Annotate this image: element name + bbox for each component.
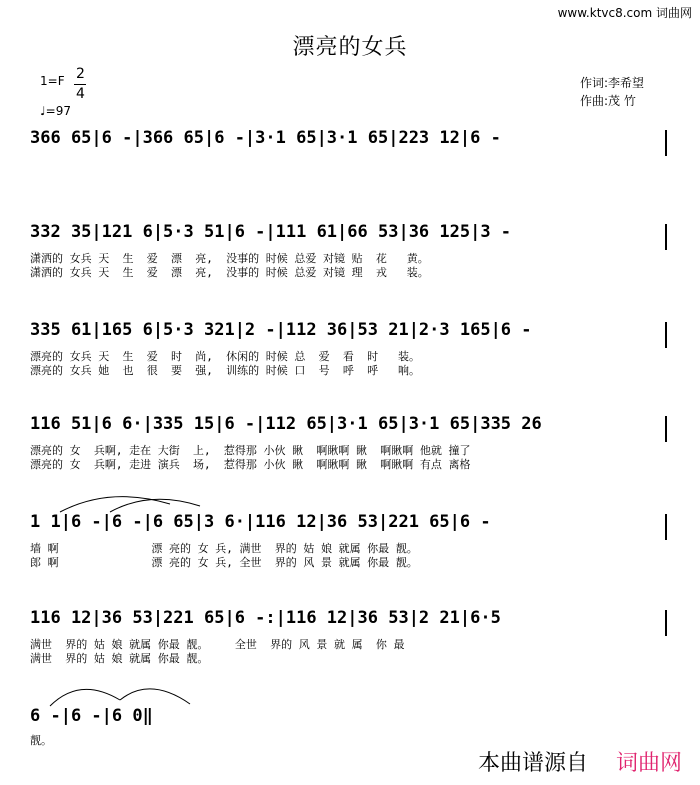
score-system-2 — [0, 222, 700, 282]
lyric-verse-1: 漂亮的 女 兵啊, 走在 大街 上, 惹得那 小伙 瞅 啊瞅啊 瞅 啊瞅啊 他就 撞了 — [30, 444, 471, 457]
page-title: 漂亮的女兵 — [292, 35, 408, 60]
notation-line: 1 1|6 -|6 -|6 65|3 6·|116 12|36 53|221 65|6 - — [30, 512, 491, 532]
key-signature: 1=F — [40, 74, 65, 88]
notation-line: 116 51|6 6·|335 15|6 -|112 65|3·1 65|3·1 65|335 26 — [30, 414, 542, 434]
lyric-verse-1: 漂亮的 女兵 天 生 爱 时 尚, 休闲的 时候 总 爱 看 时 装。 — [30, 350, 420, 363]
lyric-verse-2: 郎 啊 漂 亮的 女 兵, 全世 界的 风 景 就属 你最 靓。 — [30, 556, 418, 569]
barline — [665, 514, 667, 540]
lyric-verse-1: 满世 界的 姑 娘 就属 你最 靓。 全世 界的 风 景 就 属 你 最 — [30, 638, 405, 651]
tempo-mark: ♩=97 — [40, 104, 71, 118]
notation-line: 6 -|6 -|6 0‖ — [30, 706, 153, 726]
barline — [665, 322, 667, 348]
score-system-5 — [0, 512, 700, 572]
time-denominator: 4 — [76, 86, 85, 102]
lyric-verse-2: 漂亮的 女 兵啊, 走进 演兵 场, 惹得那 小伙 瞅 啊瞅啊 瞅 啊瞅啊 有点 离格 — [30, 458, 471, 471]
lyric-verse-1: 墙 啊 漂 亮的 女 兵, 满世 界的 姑 娘 就属 你最 靓。 — [30, 542, 418, 555]
lyric-verse-1: 潇洒的 女兵 天 生 爱 漂 亮, 没事的 时候 总爱 对镜 贴 花 黄。 — [30, 252, 429, 265]
notation-line: 332 35|121 6|5·3 51|6 -|111 61|66 53|36 125|3 - — [30, 222, 512, 242]
lyric-verse-2: 满世 界的 姑 娘 就属 你最 靓。 — [30, 652, 209, 665]
score-system-1 — [0, 128, 700, 178]
composer: 作曲:茂 竹 — [580, 94, 636, 108]
score-system-6 — [0, 608, 700, 668]
barline — [665, 416, 667, 442]
barline — [665, 130, 667, 156]
lyricist: 作词:李希望 — [580, 76, 645, 90]
lyric-verse-2: 潇洒的 女兵 天 生 爱 漂 亮, 没事的 时候 总爱 对镜 理 戎 装。 — [30, 266, 429, 279]
source-label: 本曲谱源自 — [477, 751, 588, 776]
score-system-4 — [0, 414, 700, 474]
site-watermark: www.ktvc8.com 词曲网 — [557, 6, 692, 20]
lyric-verse-1: 靓。 — [30, 734, 52, 747]
score-system-3 — [0, 320, 700, 380]
score-system-7 — [0, 706, 700, 746]
time-divider — [74, 84, 86, 85]
barline — [665, 610, 667, 636]
barline — [665, 224, 667, 250]
notation-line: 116 12|36 53|221 65|6 -:|116 12|36 53|2 21|6·5 — [30, 608, 501, 628]
lyric-verse-2: 漂亮的 女兵 她 也 很 要 强, 训练的 时候 口 号 呼 呼 响。 — [30, 364, 420, 377]
notation-line: 366 65|6 -|366 65|6 -|3·1 65|3·1 65|223 12|6 - — [30, 128, 501, 148]
time-numerator: 2 — [76, 66, 85, 82]
notation-line: 335 61|165 6|5·3 321|2 -|112 36|53 21|2·3 165|6 - — [30, 320, 532, 340]
source-brand: 词曲网 — [615, 751, 682, 776]
